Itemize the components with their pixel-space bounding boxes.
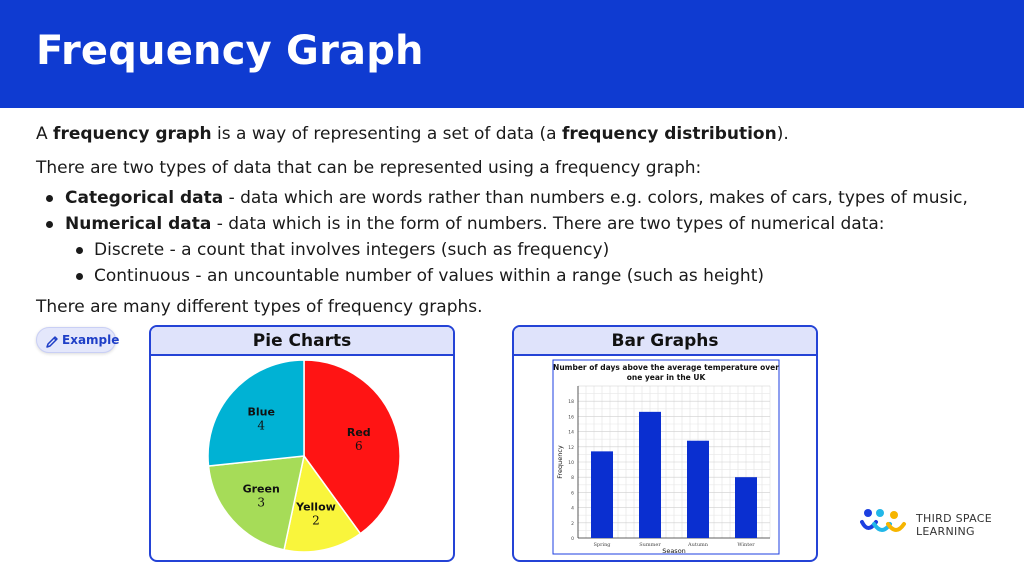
y-tick-label: 2: [571, 521, 574, 527]
sub-bullet-dot: [76, 273, 83, 280]
sub-bullet-dot: [76, 247, 83, 254]
bullet-dot: [46, 221, 53, 228]
pie-slice-label: Blue: [247, 405, 275, 419]
example-badge[interactable]: [36, 327, 120, 353]
bullet-dot: [46, 195, 53, 202]
page-title: Frequency Graph: [36, 28, 424, 74]
pie-chart-panel: [149, 325, 455, 562]
pie-panel-title: Pie Charts: [151, 327, 453, 356]
bar-graph-panel: [512, 325, 818, 562]
bar: [591, 451, 613, 538]
y-tick-label: 18: [568, 400, 574, 406]
pie-slice-value: 2: [312, 513, 320, 528]
types-line: There are two types of data that can be represented using a frequency graph:: [36, 158, 702, 178]
logo-text-line1: THIRD SPACE: [916, 512, 993, 525]
intro-text-c: is a way of representing a set of data (a: [211, 124, 562, 144]
bar-chart-title: one year in the UK: [626, 373, 706, 382]
y-tick-label: 16: [568, 415, 574, 421]
sub-bullet-continuous: Continuous - an uncountable number of values within a range (such as height): [94, 266, 765, 286]
y-tick-label: 6: [571, 491, 574, 497]
outro-line: There are many different types of frequency graphs.: [36, 297, 483, 317]
y-tick-label: 12: [568, 445, 574, 451]
term-numerical: Numerical data: [65, 214, 212, 234]
pie-slice-label: Green: [242, 482, 280, 496]
x-tick-label: Spring: [593, 542, 611, 548]
numerical-desc: - data which is in the form of numbers. There are two types of numerical data:: [211, 214, 885, 234]
y-tick-label: 8: [571, 476, 574, 482]
bar: [639, 412, 661, 538]
x-tick-label: Autumn: [687, 542, 709, 548]
term-frequency-distribution: frequency distribution: [561, 124, 777, 144]
pie-slice-label: Yellow: [296, 500, 336, 514]
x-tick-label: Winter: [737, 542, 755, 548]
bar-panel-title: Bar Graphs: [514, 327, 816, 356]
pie-slice-value: 4: [257, 418, 266, 433]
intro-line: [36, 123, 789, 145]
bar-chart: [514, 358, 816, 562]
term-frequency-graph: frequency graph: [53, 124, 212, 144]
intro-text-a: A: [36, 124, 54, 144]
pie-chart: [151, 358, 453, 562]
bar: [735, 477, 757, 538]
intro-text-e: ).: [776, 124, 789, 144]
y-tick-label: 10: [568, 461, 574, 466]
pie-slice-value: 3: [257, 495, 266, 510]
pie-slice-value: 6: [354, 439, 363, 454]
sub-bullet-discrete: Discrete - a count that involves integers (such as frequency): [94, 240, 610, 260]
pie-slice-label: Red: [346, 426, 371, 440]
bullet-numerical: [65, 213, 885, 235]
term-categorical: Categorical data: [65, 188, 224, 208]
x-tick-label: Summer: [639, 542, 661, 548]
title-banner: [0, 0, 1024, 108]
y-tick-label: 0: [571, 537, 574, 542]
y-tick-label: 4: [571, 506, 574, 512]
categorical-desc: - data which are words rather than numbers e.g. colors, makes of cars, types of music,: [223, 188, 968, 208]
example-label: Example: [62, 333, 120, 347]
y-tick-label: 14: [568, 430, 574, 436]
third-space-learning-logo: [860, 506, 1000, 542]
logo-text-line2: LEARNING: [916, 525, 975, 538]
x-axis-label: Season: [662, 547, 686, 555]
pencil-icon: [45, 332, 59, 348]
bullet-categorical: [65, 187, 968, 209]
bar-chart-title: Number of days above the average temperature over: [553, 363, 779, 372]
bar: [687, 441, 709, 538]
y-axis-label: Frequency: [556, 445, 564, 479]
